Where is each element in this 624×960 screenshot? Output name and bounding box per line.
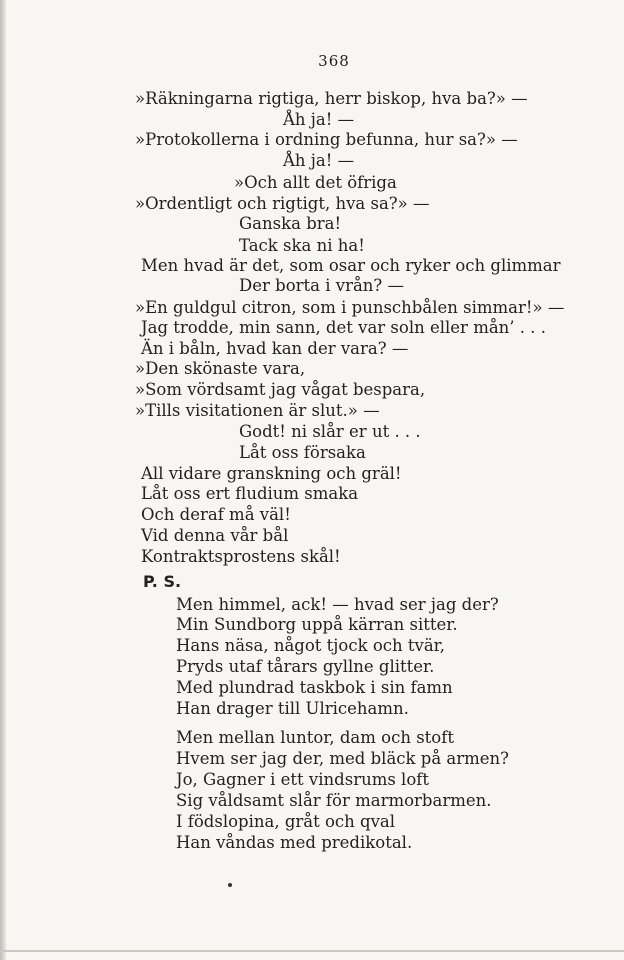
poem-line: »Som vördsamt jag vågat bespara,	[135, 380, 426, 399]
ps-line: Jo, Gagner i ett vindsrums loft	[176, 770, 430, 789]
ps-line: Sig våldsamt slår för marmorbarmen.	[176, 791, 492, 810]
page-spine-shadow	[0, 0, 6, 960]
poem-line: Ganska bra!	[239, 214, 342, 233]
poem-line: Åh ja! —	[283, 151, 355, 170]
poem-line: »Protokollerna i ordning befunna, hur sa?» —	[135, 130, 518, 149]
ps-line: Hans näsa, något tjock och tvär,	[176, 636, 445, 655]
poem-line: Än i båln, hvad kan der vara? —	[141, 339, 409, 358]
poem-line: »Tills visitationen är slut.» —	[135, 401, 380, 420]
poem-line: »Den skönaste vara,	[135, 359, 306, 378]
ps-line: Pryds utaf tårars gyllne glitter.	[176, 657, 435, 676]
poem-line: Godt! ni slår er ut . . .	[239, 422, 421, 441]
poem-line: »Räkningarna rigtiga, herr biskop, hva ba?» —	[135, 89, 528, 108]
ps-line: Men mellan luntor, dam och stoft	[176, 728, 454, 747]
poem-line: »Och allt det öfriga	[234, 173, 397, 192]
poem-line: Låt oss ert fludium smaka	[141, 484, 359, 503]
poem-line: Men hvad är det, som osar och ryker och glimmar	[141, 256, 561, 275]
ps-line: Hvem ser jag der, med bläck på armen?	[176, 749, 510, 768]
poem-line: Der borta i vrån? —	[239, 276, 405, 295]
poem-line: »Ordentligt och rigtigt, hva sa?» —	[135, 194, 430, 213]
poem-line: Vid denna vår bål	[141, 526, 289, 545]
ps-line: Min Sundborg uppå kärran sitter.	[176, 615, 458, 634]
ps-line: Med plundrad taskbok i sin famn	[176, 678, 453, 697]
ps-line: Han våndas med predikotal.	[176, 833, 413, 852]
poem-line: Tack ska ni ha!	[239, 236, 365, 255]
poem-line: Och deraf må väl!	[141, 505, 291, 524]
poem-line: All vidare granskning och gräl!	[141, 464, 402, 483]
poem-line: »En guldgul citron, som i punschbålen simmar!» —	[135, 298, 565, 317]
ps-line: Men himmel, ack! — hvad ser jag der?	[176, 595, 499, 614]
poem-line: Låt oss försaka	[239, 443, 366, 462]
page-bottom-edge	[0, 950, 624, 952]
ink-dot	[228, 883, 232, 887]
page-number: 368	[318, 52, 350, 70]
poem-line: Kontraktsprostens skål!	[141, 547, 341, 566]
poem-line: Åh ja! —	[283, 110, 355, 129]
ps-line: Han drager till Ulricehamn.	[176, 699, 409, 718]
poem-line: Jag trodde, min sann, det var soln eller mån’ . . .	[141, 318, 547, 337]
ps-heading: P. S.	[143, 572, 182, 591]
ps-line: I födslopina, gråt och qval	[176, 812, 396, 831]
